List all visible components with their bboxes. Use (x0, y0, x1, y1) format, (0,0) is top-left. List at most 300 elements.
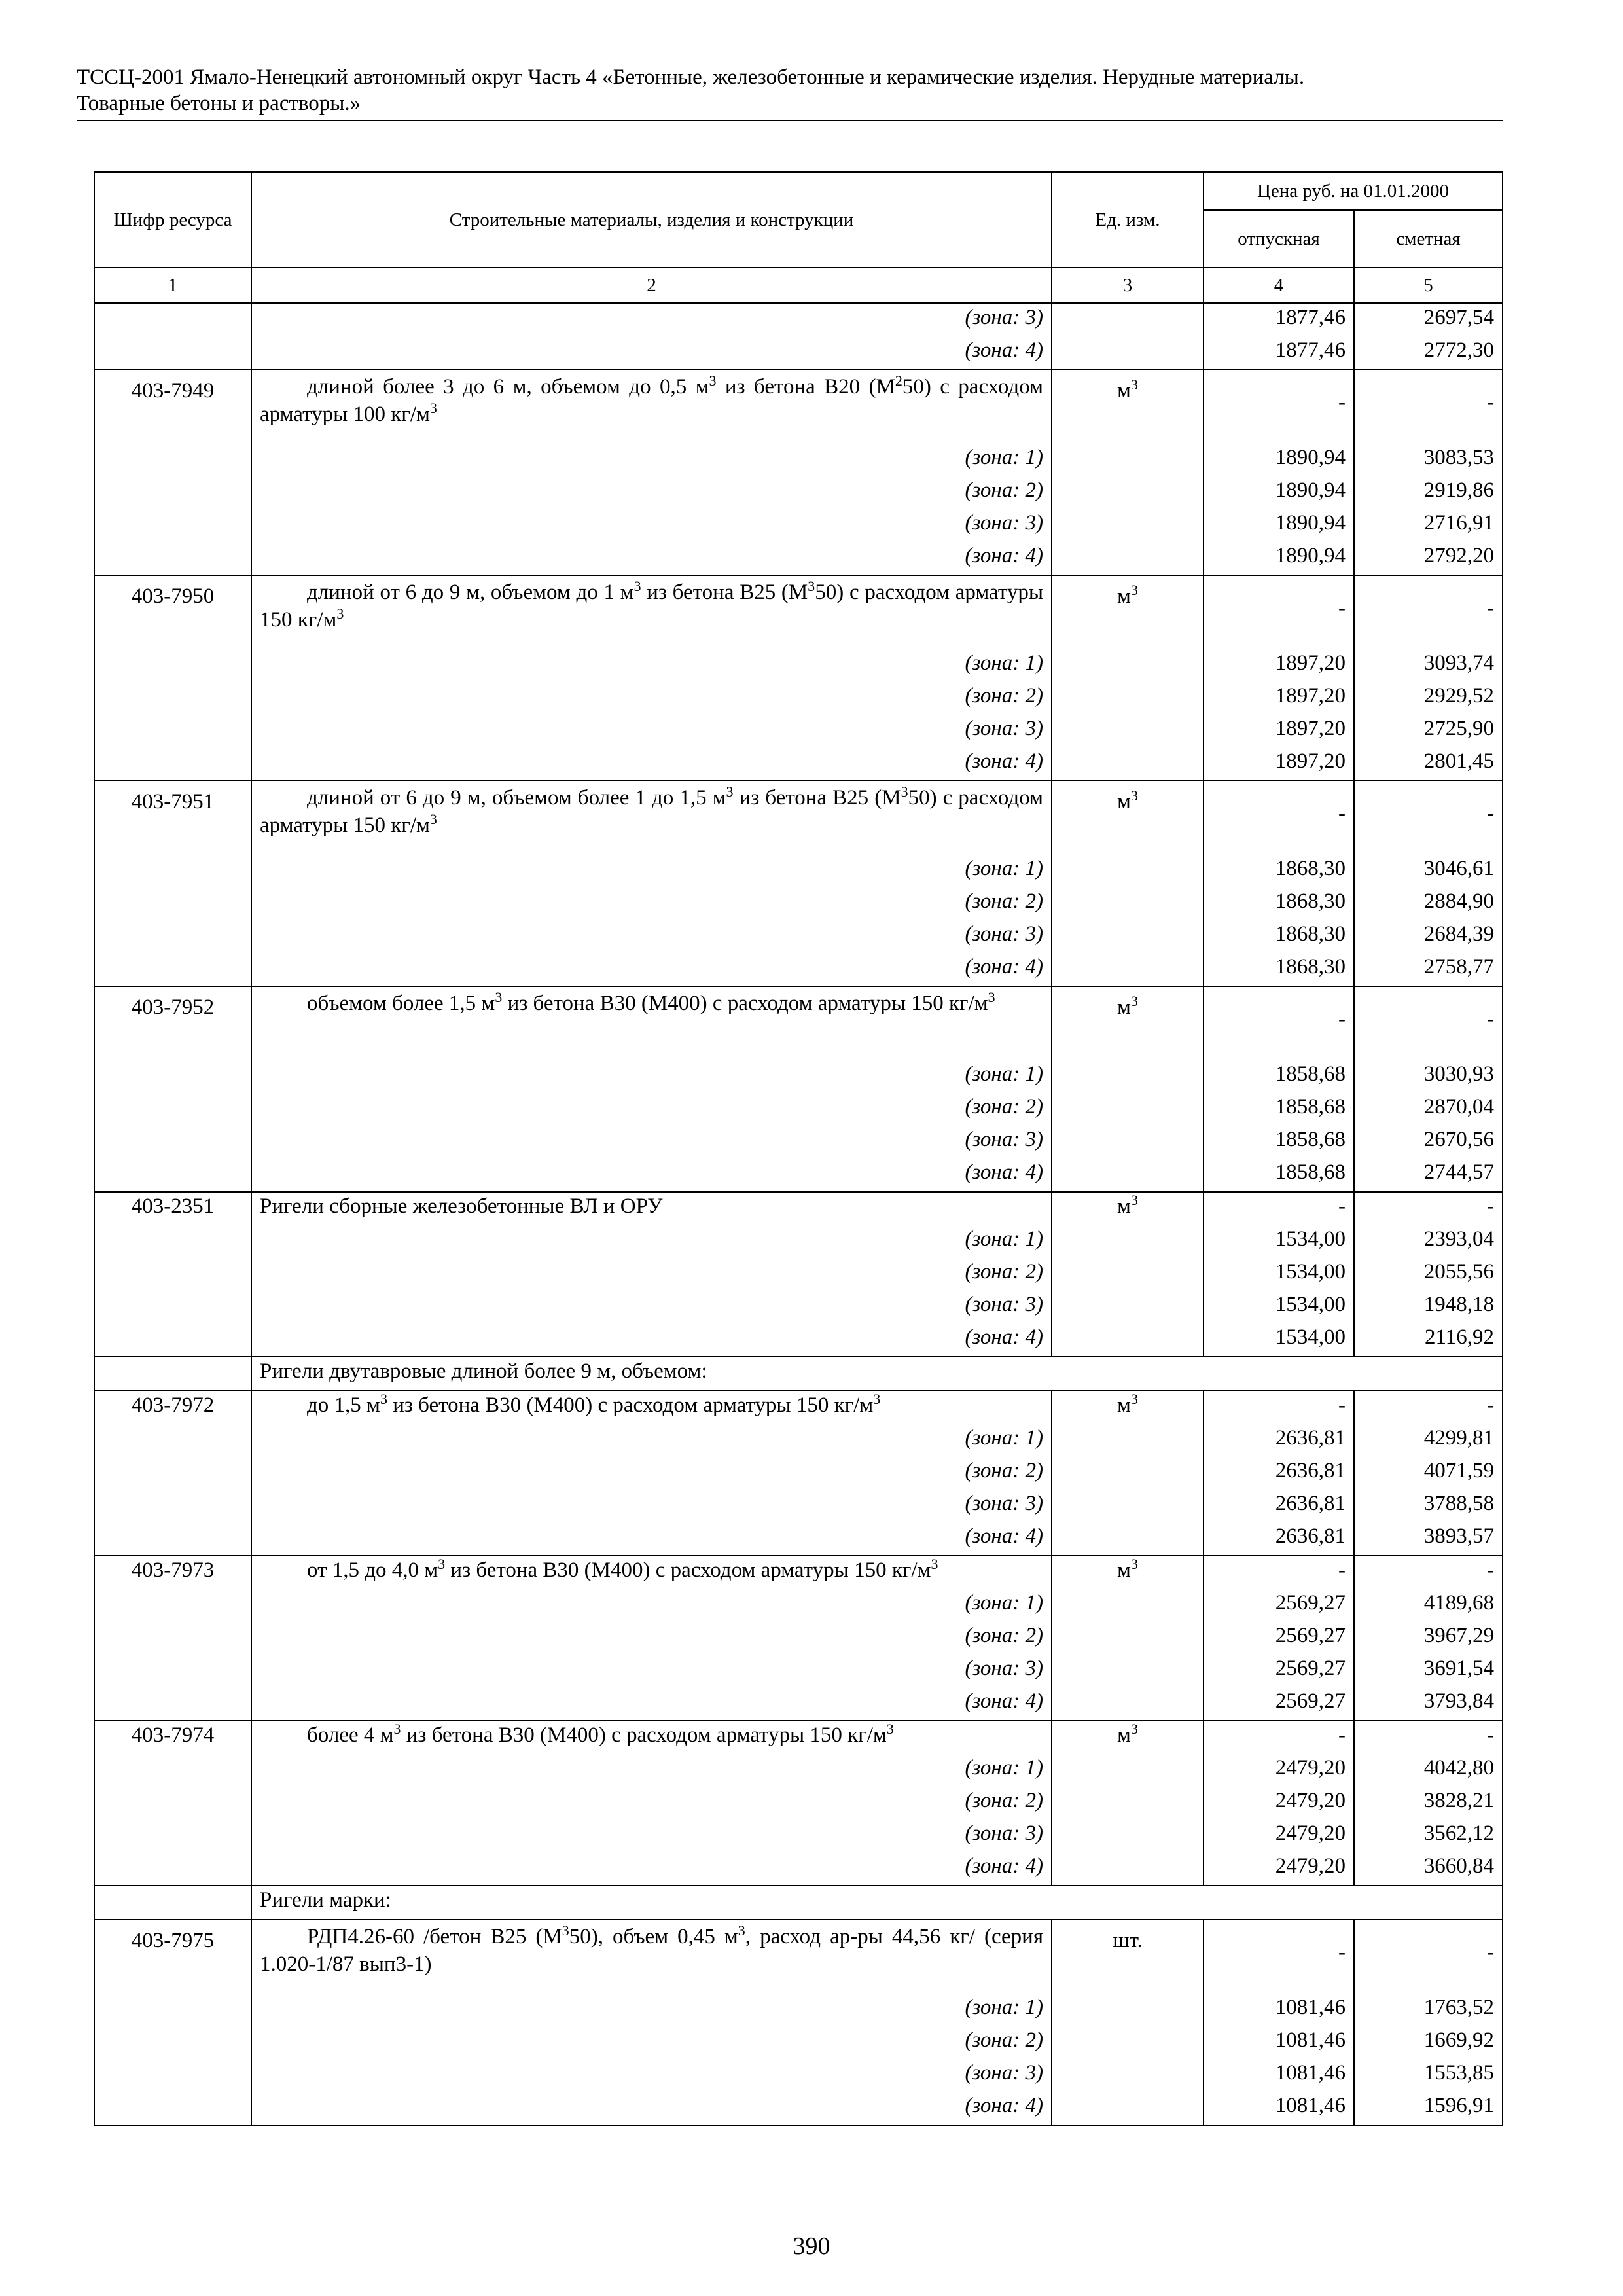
release-price: 2636,81 (1204, 1522, 1354, 1556)
release-price: 2479,20 (1204, 1754, 1354, 1787)
unit-cell (1052, 1852, 1204, 1886)
estimate-price: - (1354, 370, 1503, 444)
resource-code: 403-7974 (94, 1721, 251, 1754)
zone-label: (зона: 2) (251, 1622, 1052, 1655)
zone-label: (зона: 3) (251, 1291, 1052, 1323)
estimate-price: 2697,54 (1354, 303, 1503, 336)
code-cell (94, 1457, 251, 1490)
resource-code: 403-7949 (94, 370, 251, 444)
zone-label: (зона: 3) (251, 1820, 1052, 1852)
group-heading-row (94, 1886, 1503, 1920)
estimate-price: - (1354, 986, 1503, 1060)
zone-label: (зона: 4) (251, 1158, 1052, 1192)
zone-row (94, 715, 1503, 747)
zone-label: (зона: 4) (251, 1852, 1052, 1886)
zone-label: (зона: 2) (251, 1457, 1052, 1490)
release-price: - (1204, 986, 1354, 1060)
estimate-price: 2801,45 (1354, 747, 1503, 781)
release-price: 1534,00 (1204, 1291, 1354, 1323)
zone-label: (зона: 1) (251, 1060, 1052, 1093)
unit-cell: $м^3$ (1052, 1721, 1204, 1754)
code-cell (94, 888, 251, 920)
unit-cell (1052, 1687, 1204, 1721)
resource-row (94, 370, 1503, 444)
zone-label: (зона: 4) (251, 2092, 1052, 2125)
zone-label: (зона: 2) (251, 1093, 1052, 1126)
unit-cell (1052, 1522, 1204, 1556)
resource-name: длиной более 3 до 6 м, объемом до 0,5 $м^3$ из бетона В20 $(М^250)$ с расходом арматуры 100 $кг/м^3$ (251, 370, 1052, 444)
estimate-price: 1763,52 (1354, 1994, 1503, 2026)
release-price: 1890,94 (1204, 542, 1354, 575)
col-header-name: Строительные материалы, изделия и конструкции (251, 172, 1052, 268)
unit-cell (1052, 1589, 1204, 1622)
zone-label: (зона: 1) (251, 1225, 1052, 1258)
zone-label: (зона: 2) (251, 682, 1052, 715)
estimate-price: - (1354, 575, 1503, 649)
code-cell (94, 1357, 251, 1391)
estimate-price: 2055,56 (1354, 1258, 1503, 1291)
table-body (94, 303, 1503, 2125)
zone-label: (зона: 3) (251, 2059, 1052, 2092)
release-price: 1081,46 (1204, 2059, 1354, 2092)
unit-cell (1052, 1754, 1204, 1787)
release-price: 1877,46 (1204, 336, 1354, 370)
zone-row (94, 1126, 1503, 1158)
estimate-price: 2792,20 (1354, 542, 1503, 575)
release-price: - (1204, 575, 1354, 649)
estimate-price: 3893,57 (1354, 1522, 1503, 1556)
resource-row (94, 1920, 1503, 1994)
zone-label: (зона: 3) (251, 1126, 1052, 1158)
estimate-price: 3660,84 (1354, 1852, 1503, 1886)
unit-cell (1052, 1093, 1204, 1126)
estimate-price: 2684,39 (1354, 920, 1503, 953)
estimate-price: 3030,93 (1354, 1060, 1503, 1093)
resource-code: 403-7973 (94, 1556, 251, 1589)
zone-row (94, 1852, 1503, 1886)
unit-cell (1052, 747, 1204, 781)
resource-code: 403-7972 (94, 1391, 251, 1424)
release-price: - (1204, 1556, 1354, 1589)
unit-cell (1052, 1126, 1204, 1158)
zone-row (94, 649, 1503, 682)
estimate-price: 4042,80 (1354, 1754, 1503, 1787)
unit-cell: шт. (1052, 1920, 1204, 1994)
zone-label: (зона: 3) (251, 1655, 1052, 1687)
release-price: 1877,46 (1204, 303, 1354, 336)
zone-row (94, 1457, 1503, 1490)
zone-row (94, 2026, 1503, 2059)
zone-row (94, 1225, 1503, 1258)
unit-cell (1052, 888, 1204, 920)
zone-label: (зона: 2) (251, 476, 1052, 509)
unit-cell (1052, 1424, 1204, 1457)
release-price: 2479,20 (1204, 1787, 1354, 1820)
estimate-price: 1948,18 (1354, 1291, 1503, 1323)
code-cell (94, 542, 251, 575)
estimate-price: 1669,92 (1354, 2026, 1503, 2059)
estimate-price: 2716,91 (1354, 509, 1503, 542)
col-number-4: 4 (1204, 268, 1354, 303)
release-price: - (1204, 1391, 1354, 1424)
zone-label: (зона: 1) (251, 1589, 1052, 1622)
release-price: 2569,27 (1204, 1622, 1354, 1655)
code-cell (94, 303, 251, 336)
code-cell (94, 1754, 251, 1787)
estimate-price: 4189,68 (1354, 1589, 1503, 1622)
code-cell (94, 1852, 251, 1886)
resource-code: 403-7950 (94, 575, 251, 649)
release-price: 1534,00 (1204, 1258, 1354, 1291)
resource-row (94, 781, 1503, 855)
zone-label: (зона: 2) (251, 888, 1052, 920)
code-cell (94, 1158, 251, 1192)
release-price: 2569,27 (1204, 1655, 1354, 1687)
group-heading: Ригели двутавровые длиной более 9 м, объемом: (251, 1357, 1503, 1391)
unit-cell (1052, 715, 1204, 747)
zone-row (94, 1424, 1503, 1457)
unit-cell: $м^3$ (1052, 370, 1204, 444)
release-price: 2636,81 (1204, 1424, 1354, 1457)
release-price: 2479,20 (1204, 1852, 1354, 1886)
zone-label: (зона: 2) (251, 1787, 1052, 1820)
release-price: 2569,27 (1204, 1589, 1354, 1622)
release-price: - (1204, 1920, 1354, 1994)
release-price: 2636,81 (1204, 1490, 1354, 1522)
zone-label: (зона: 4) (251, 542, 1052, 575)
unit-cell: $м^3$ (1052, 1556, 1204, 1589)
zone-row (94, 1093, 1503, 1126)
resource-code: 403-7952 (94, 986, 251, 1060)
unit-cell (1052, 1994, 1204, 2026)
unit-cell: $м^3$ (1052, 986, 1204, 1060)
code-cell (94, 682, 251, 715)
unit-cell (1052, 509, 1204, 542)
estimate-price: 1596,91 (1354, 2092, 1503, 2125)
unit-cell (1052, 1490, 1204, 1522)
release-price: 1890,94 (1204, 509, 1354, 542)
code-cell (94, 715, 251, 747)
zone-label: (зона: 4) (251, 747, 1052, 781)
release-price: - (1204, 1192, 1354, 1225)
zone-row (94, 1522, 1503, 1556)
unit-cell (1052, 1323, 1204, 1357)
unit-cell (1052, 1158, 1204, 1192)
estimate-price: - (1354, 781, 1503, 855)
estimate-price: 2116,92 (1354, 1323, 1503, 1357)
zone-row (94, 2059, 1503, 2092)
zone-row (94, 1994, 1503, 2026)
zone-row (94, 1687, 1503, 1721)
zone-label: (зона: 3) (251, 509, 1052, 542)
estimate-price: 1553,85 (1354, 2059, 1503, 2092)
col-header-unit: Ед. изм. (1052, 172, 1204, 268)
unit-cell (1052, 1060, 1204, 1093)
code-cell (94, 1589, 251, 1622)
estimate-price: - (1354, 1556, 1503, 1589)
code-cell (94, 1655, 251, 1687)
release-price: - (1204, 1721, 1354, 1754)
resource-code: 403-2351 (94, 1192, 251, 1225)
unit-cell (1052, 1258, 1204, 1291)
col-header-code: Шифр ресурса (94, 172, 251, 268)
estimate-price: 2725,90 (1354, 715, 1503, 747)
code-cell (94, 953, 251, 986)
zone-row (94, 1258, 1503, 1291)
zone-label: (зона: 1) (251, 444, 1052, 476)
estimate-price: 2670,56 (1354, 1126, 1503, 1158)
release-price: 1081,46 (1204, 1994, 1354, 2026)
zone-row (94, 2092, 1503, 2125)
zone-label: (зона: 1) (251, 1994, 1052, 2026)
zone-label: (зона: 4) (251, 1687, 1052, 1721)
code-cell (94, 1522, 251, 1556)
unit-cell (1052, 1622, 1204, 1655)
release-price: 1868,30 (1204, 888, 1354, 920)
estimate-price: 3083,53 (1354, 444, 1503, 476)
zone-row (94, 1754, 1503, 1787)
release-price: 1081,46 (1204, 2026, 1354, 2059)
code-cell (94, 509, 251, 542)
zone-label: (зона: 4) (251, 953, 1052, 986)
release-price: - (1204, 781, 1354, 855)
zone-label: (зона: 1) (251, 855, 1052, 888)
col-number-5: 5 (1354, 268, 1503, 303)
unit-cell (1052, 855, 1204, 888)
unit-cell: $м^3$ (1052, 781, 1204, 855)
zone-row (94, 1060, 1503, 1093)
estimate-price: 2929,52 (1354, 682, 1503, 715)
group-heading-row (94, 1357, 1503, 1391)
estimate-price: 3788,58 (1354, 1490, 1503, 1522)
resource-name: до 1,5 $м^3$ из бетона В30 (М400) с расходом арматуры 150 $кг/м^3$ (251, 1391, 1052, 1424)
unit-cell (1052, 920, 1204, 953)
zone-label: (зона: 3) (251, 303, 1052, 336)
release-price: 1897,20 (1204, 747, 1354, 781)
code-cell (94, 2092, 251, 2125)
resource-name: длиной от 6 до 9 м, объемом более 1 до 1,5 $м^3$ из бетона В25 $(М^350)$ с расходом арматуры 150 $кг/м^3$ (251, 781, 1052, 855)
zone-row (94, 953, 1503, 986)
unit-cell (1052, 1225, 1204, 1258)
release-price: - (1204, 370, 1354, 444)
release-price: 1534,00 (1204, 1323, 1354, 1357)
code-cell (94, 1490, 251, 1522)
resource-code: 403-7951 (94, 781, 251, 855)
code-cell (94, 1060, 251, 1093)
resource-row (94, 575, 1503, 649)
unit-cell (1052, 542, 1204, 575)
zone-row (94, 1820, 1503, 1852)
zone-row (94, 920, 1503, 953)
release-price: 1890,94 (1204, 476, 1354, 509)
code-cell (94, 1886, 251, 1920)
release-price: 1868,30 (1204, 855, 1354, 888)
release-price: 2569,27 (1204, 1687, 1354, 1721)
estimate-price: 2393,04 (1354, 1225, 1503, 1258)
estimate-price: - (1354, 1192, 1503, 1225)
release-price: 1858,68 (1204, 1126, 1354, 1158)
release-price: 1858,68 (1204, 1093, 1354, 1126)
unit-cell (1052, 1457, 1204, 1490)
header-line-1: ТССЦ-2001 Ямало-Ненецкий автономный округ Часть 4 «Бетонные, железобетонные и керамические изделия. Нерудные материалы. (77, 65, 1305, 89)
unit-cell (1052, 2059, 1204, 2092)
release-price: 1897,20 (1204, 682, 1354, 715)
code-cell (94, 1424, 251, 1457)
estimate-price: 2758,77 (1354, 953, 1503, 986)
resource-row (94, 986, 1503, 1060)
zone-row (94, 682, 1503, 715)
code-cell (94, 2059, 251, 2092)
unit-cell (1052, 476, 1204, 509)
unit-cell (1052, 2092, 1204, 2125)
col-header-estimate: сметная (1354, 210, 1503, 268)
zone-label: (зона: 2) (251, 2026, 1052, 2059)
resource-name: более 4 $м^3$ из бетона В30 (М400) с расходом арматуры 150 $кг/м^3$ (251, 1721, 1052, 1754)
code-cell (94, 1291, 251, 1323)
col-number-2: 2 (251, 268, 1052, 303)
page-header (77, 64, 1503, 121)
unit-cell (1052, 303, 1204, 336)
zone-row (94, 747, 1503, 781)
estimate-price: 4071,59 (1354, 1457, 1503, 1490)
zone-row (94, 1291, 1503, 1323)
code-cell (94, 649, 251, 682)
estimate-price: 3967,29 (1354, 1622, 1503, 1655)
resource-row (94, 1721, 1503, 1754)
code-cell (94, 1820, 251, 1852)
release-price: 2636,81 (1204, 1457, 1354, 1490)
unit-cell (1052, 1820, 1204, 1852)
estimate-price: 2919,86 (1354, 476, 1503, 509)
header-line-2: Товарные бетоны и растворы.» (77, 92, 361, 115)
estimate-price: 2744,57 (1354, 1158, 1503, 1192)
estimate-price: 2884,90 (1354, 888, 1503, 920)
zone-label: (зона: 4) (251, 336, 1052, 370)
zone-row (94, 444, 1503, 476)
code-cell (94, 1687, 251, 1721)
estimate-price: 3828,21 (1354, 1787, 1503, 1820)
code-cell (94, 1126, 251, 1158)
zone-label: (зона: 1) (251, 1754, 1052, 1787)
zone-label: (зона: 1) (251, 1424, 1052, 1457)
zone-row (94, 1490, 1503, 1522)
zone-row (94, 1622, 1503, 1655)
code-cell (94, 2026, 251, 2059)
zone-row (94, 476, 1503, 509)
release-price: 1897,20 (1204, 649, 1354, 682)
col-number-3: 3 (1052, 268, 1204, 303)
unit-cell (1052, 444, 1204, 476)
code-cell (94, 1323, 251, 1357)
resource-name: Ригели сборные железобетонные ВЛ и ОРУ (251, 1192, 1052, 1225)
col-header-release: отпускная (1204, 210, 1354, 268)
code-cell (94, 1258, 251, 1291)
price-table (94, 171, 1503, 2126)
col-number-1: 1 (94, 268, 251, 303)
unit-cell (1052, 1787, 1204, 1820)
page-number: 390 (793, 2233, 830, 2260)
release-price: 1858,68 (1204, 1060, 1354, 1093)
zone-row (94, 888, 1503, 920)
estimate-price: - (1354, 1721, 1503, 1754)
estimate-price: 3793,84 (1354, 1687, 1503, 1721)
col-header-price: Цена руб. на 01.01.2000 (1204, 172, 1503, 210)
zone-row (94, 855, 1503, 888)
zone-row (94, 1787, 1503, 1820)
zone-label: (зона: 3) (251, 1490, 1052, 1522)
resource-name: длиной от 6 до 9 м, объемом до 1 $м^3$ из бетона В25 $(М^350)$ с расходом арматуры 150 $кг/м^3$ (251, 575, 1052, 649)
resource-name: объемом более 1,5 $м^3$ из бетона В30 (М400) с расходом арматуры 150 $кг/м^3$ (251, 986, 1052, 1060)
code-cell (94, 1622, 251, 1655)
resource-code: 403-7975 (94, 1920, 251, 1994)
code-cell (94, 920, 251, 953)
zone-row (94, 1323, 1503, 1357)
unit-cell: $м^3$ (1052, 575, 1204, 649)
release-price: 2479,20 (1204, 1820, 1354, 1852)
unit-cell (1052, 1291, 1204, 1323)
zone-row (94, 303, 1503, 336)
zone-label: (зона: 1) (251, 649, 1052, 682)
zone-row (94, 509, 1503, 542)
unit-cell (1052, 1655, 1204, 1687)
release-price: 1534,00 (1204, 1225, 1354, 1258)
unit-cell: $м^3$ (1052, 1391, 1204, 1424)
zone-label: (зона: 3) (251, 715, 1052, 747)
code-cell (94, 1093, 251, 1126)
estimate-price: 3093,74 (1354, 649, 1503, 682)
release-price: 1081,46 (1204, 2092, 1354, 2125)
estimate-price: 2772,30 (1354, 336, 1503, 370)
release-price: 1868,30 (1204, 953, 1354, 986)
unit-cell (1052, 649, 1204, 682)
resource-name: РДП4.26-60 /бетон В25 $(М^350)$, объем 0,45 $м^3$, расход ар-ры 44,56 кг/ (серия 1.020-1/87 вып3-1) (251, 1920, 1052, 1994)
release-price: 1858,68 (1204, 1158, 1354, 1192)
code-cell (94, 1225, 251, 1258)
code-cell (94, 336, 251, 370)
release-price: 1897,20 (1204, 715, 1354, 747)
estimate-price: - (1354, 1391, 1503, 1424)
unit-cell (1052, 682, 1204, 715)
release-price: 1890,94 (1204, 444, 1354, 476)
zone-row (94, 542, 1503, 575)
unit-cell (1052, 2026, 1204, 2059)
unit-cell: $м^3$ (1052, 1192, 1204, 1225)
estimate-price: 3691,54 (1354, 1655, 1503, 1687)
release-price: 1868,30 (1204, 920, 1354, 953)
zone-label: (зона: 4) (251, 1323, 1052, 1357)
unit-cell (1052, 953, 1204, 986)
unit-cell (1052, 336, 1204, 370)
resource-row (94, 1391, 1503, 1424)
code-cell (94, 1994, 251, 2026)
code-cell (94, 444, 251, 476)
zone-row (94, 336, 1503, 370)
estimate-price: - (1354, 1920, 1503, 1994)
estimate-price: 3562,12 (1354, 1820, 1503, 1852)
estimate-price: 2870,04 (1354, 1093, 1503, 1126)
zone-label: (зона: 3) (251, 920, 1052, 953)
zone-label: (зона: 2) (251, 1258, 1052, 1291)
zone-row (94, 1158, 1503, 1192)
resource-row (94, 1556, 1503, 1589)
code-cell (94, 855, 251, 888)
resource-row (94, 1192, 1503, 1225)
resource-name: от 1,5 до 4,0 $м^3$ из бетона В30 (М400) с расходом арматуры 150 $кг/м^3$ (251, 1556, 1052, 1589)
code-cell (94, 747, 251, 781)
zone-label: (зона: 4) (251, 1522, 1052, 1556)
group-heading: Ригели марки: (251, 1886, 1503, 1920)
zone-row (94, 1655, 1503, 1687)
